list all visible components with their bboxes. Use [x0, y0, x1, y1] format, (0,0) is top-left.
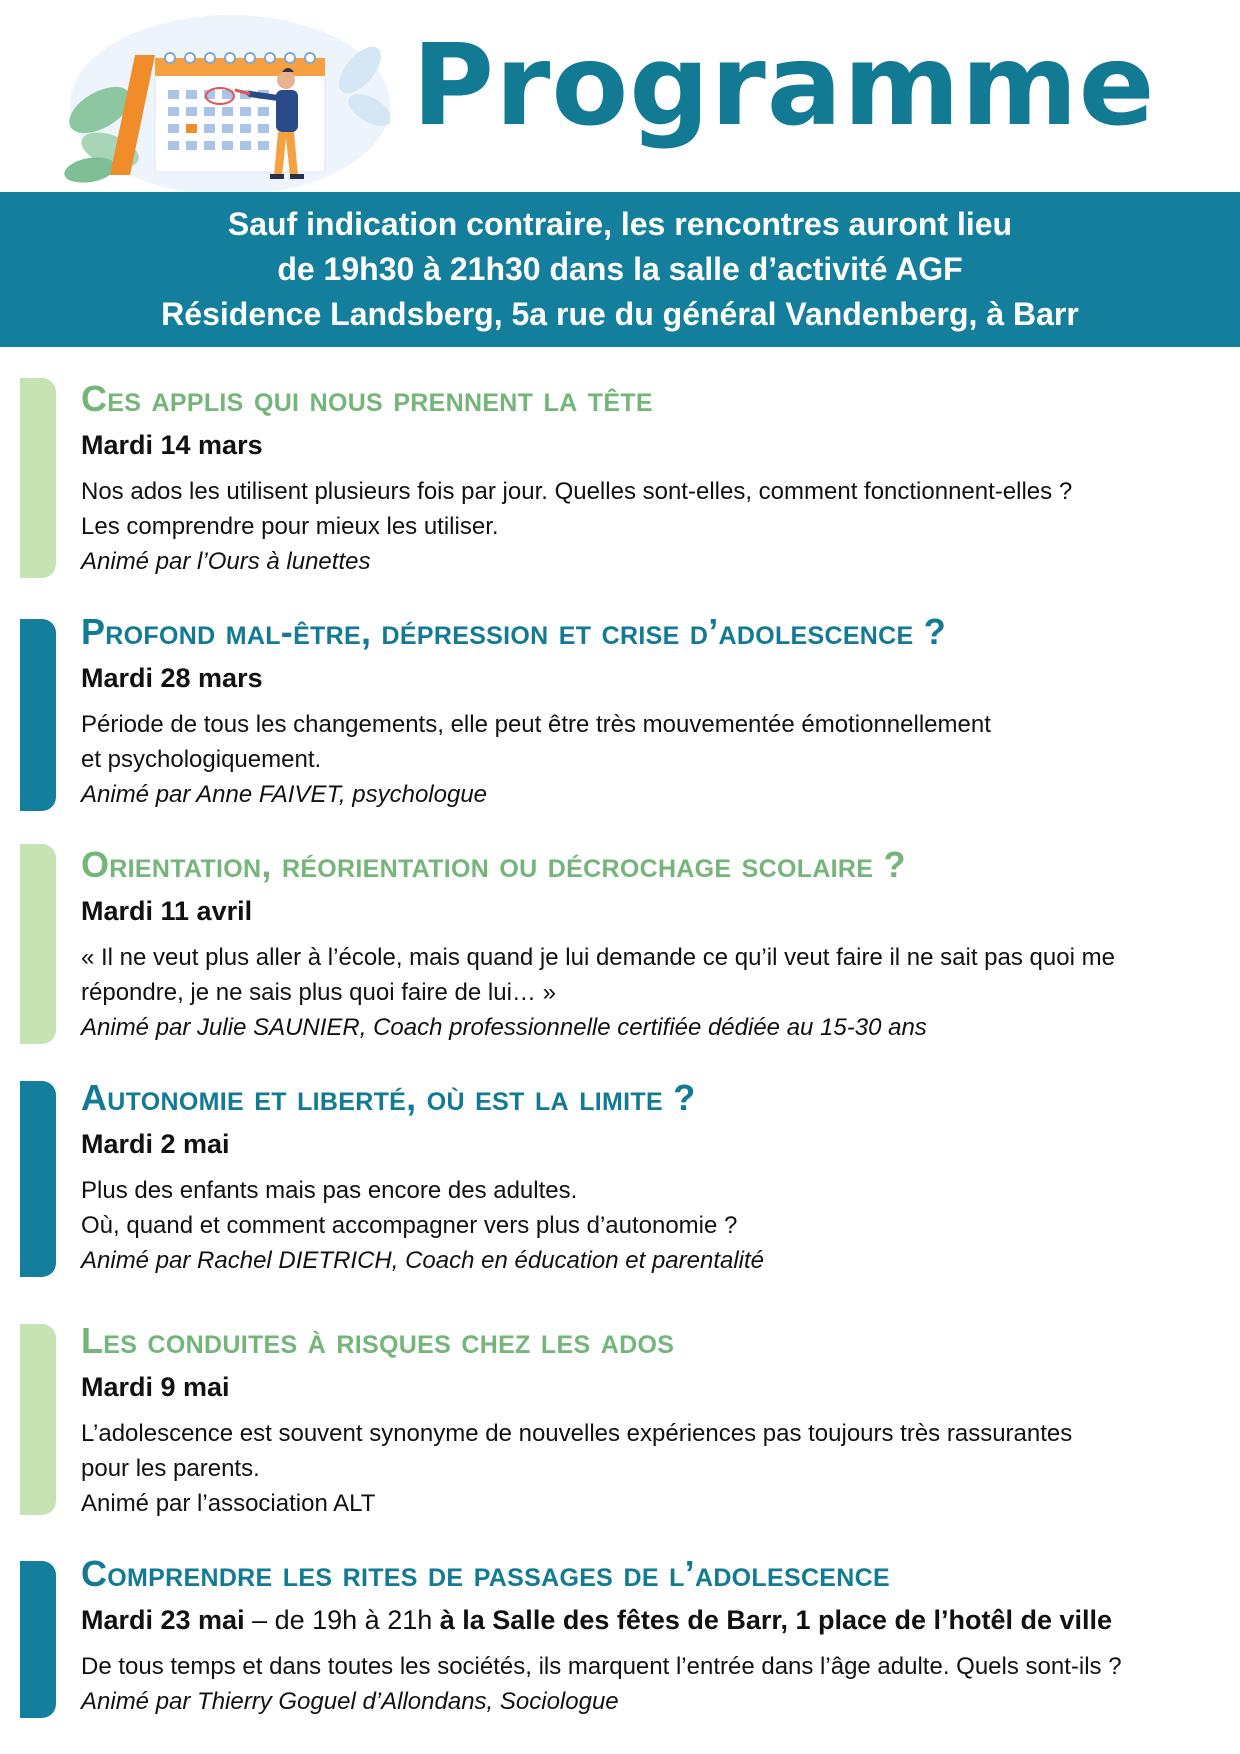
- event-description: [81, 707, 1231, 777]
- event-title: Ces applis qui nous prennent la tête: [81, 378, 653, 419]
- event-description: [81, 940, 1231, 1010]
- page-title: Programme: [412, 21, 1156, 151]
- description-line: pour les parents.: [81, 1455, 260, 1482]
- event-presenter: Animé par l’Ours à lunettes: [81, 548, 371, 575]
- section-accent-bar: [20, 844, 56, 1044]
- event-presenter: Animé par Anne FAIVET, psychologue: [81, 781, 488, 808]
- description-line: « Il ne veut plus aller à l’école, mais quand je lui demande ce qu’il veut faire il ne sait pas quoi me: [81, 944, 1115, 971]
- event-title: Les conduites à risques chez les ados: [81, 1320, 675, 1361]
- event-title: Autonomie et liberté, où est la limite ?: [81, 1077, 696, 1118]
- banner-line: de 19h30 à 21h30 dans la salle d’activité AGF: [277, 251, 963, 287]
- event-description: [81, 1416, 1231, 1486]
- event-date: Mardi 9 mai: [81, 1372, 230, 1402]
- event-section: [0, 844, 1240, 1044]
- event-date: Mardi 11 avril: [81, 896, 253, 926]
- event-content: [81, 844, 1231, 1045]
- event-presenter: Animé par Rachel DIETRICH, Coach en éducation et parentalité: [81, 1247, 765, 1274]
- event-title: Orientation, réorientation ou décrochage scolaire ?: [81, 844, 906, 885]
- event-date-line: [81, 1603, 1231, 1637]
- section-accent-bar: [20, 1081, 56, 1277]
- event-content: [81, 611, 1231, 812]
- banner-line: Résidence Landsberg, 5a rue du général Vandenberg, à Barr: [161, 296, 1079, 332]
- event-content: [81, 1320, 1231, 1521]
- event-section: [0, 1077, 1240, 1277]
- description-line: Plus des enfants mais pas encore des adultes.: [81, 1177, 578, 1204]
- event-date: Mardi 23 mai: [81, 1605, 245, 1635]
- event-section: [0, 1553, 1240, 1718]
- description-line: Les comprendre pour mieux les utiliser.: [81, 513, 499, 540]
- event-content: [81, 1553, 1231, 1719]
- event-date: Mardi 28 mars: [81, 663, 263, 693]
- banner-line: Sauf indication contraire, les rencontres auront lieu: [227, 206, 1013, 242]
- event-place: à la Salle des fêtes de Barr, 1 place de l’hotêl de ville: [439, 1605, 1113, 1635]
- event-time: – de 19h à 21h: [244, 1605, 440, 1635]
- section-accent-bar: [20, 1324, 56, 1515]
- event-description: [81, 1173, 1231, 1243]
- event-date: Mardi 14 mars: [81, 430, 263, 460]
- event-title: Profond mal-être, dépression et crise d’adolescence ?: [81, 611, 947, 652]
- description-line: Nos ados les utilisent plusieurs fois par jour. Quelles sont-elles, comment fonctionnent-elles ?: [81, 478, 1073, 505]
- event-presenter: Animé par Julie SAUNIER, Coach professionnelle certifiée dédiée au 15-30 ans: [81, 1014, 927, 1041]
- description-line: Où, quand et comment accompagner vers plus d’autonomie ?: [81, 1212, 738, 1239]
- event-description: [81, 474, 1231, 544]
- section-accent-bar: [20, 1561, 56, 1718]
- calendar-page: [155, 72, 325, 172]
- event-description: [81, 1649, 1231, 1684]
- description-line: De tous temps et dans toutes les sociétés, ils marquent l’entrée dans l’âge adulte. Quels sont-ils ?: [81, 1653, 1122, 1680]
- event-presenter: Animé par l’association ALT: [81, 1490, 376, 1517]
- event-title: Comprendre les rites de passages de l’adolescence: [81, 1553, 890, 1594]
- description-line: et psychologiquement.: [81, 746, 322, 773]
- event-content: [81, 378, 1231, 579]
- description-line: Période de tous les changements, elle peut être très mouvementée émotionnellement: [81, 711, 991, 738]
- description-line: répondre, je ne sais plus quoi faire de lui… »: [81, 979, 556, 1006]
- event-section: [0, 1320, 1240, 1515]
- section-accent-bar: [20, 378, 56, 578]
- calendar-illustration: [60, 10, 390, 192]
- event-section: [0, 378, 1240, 578]
- description-line: L’adolescence est souvent synonyme de nouvelles expériences pas toujours très rassurantes: [81, 1420, 1073, 1447]
- event-presenter: Animé par Thierry Goguel d’Allondans, Sociologue: [81, 1688, 619, 1715]
- event-date: Mardi 2 mai: [81, 1129, 230, 1159]
- calendar-top: [155, 58, 325, 76]
- event-content: [81, 1077, 1231, 1278]
- event-section: [0, 611, 1240, 811]
- section-accent-bar: [20, 619, 56, 811]
- info-banner: [0, 192, 1240, 347]
